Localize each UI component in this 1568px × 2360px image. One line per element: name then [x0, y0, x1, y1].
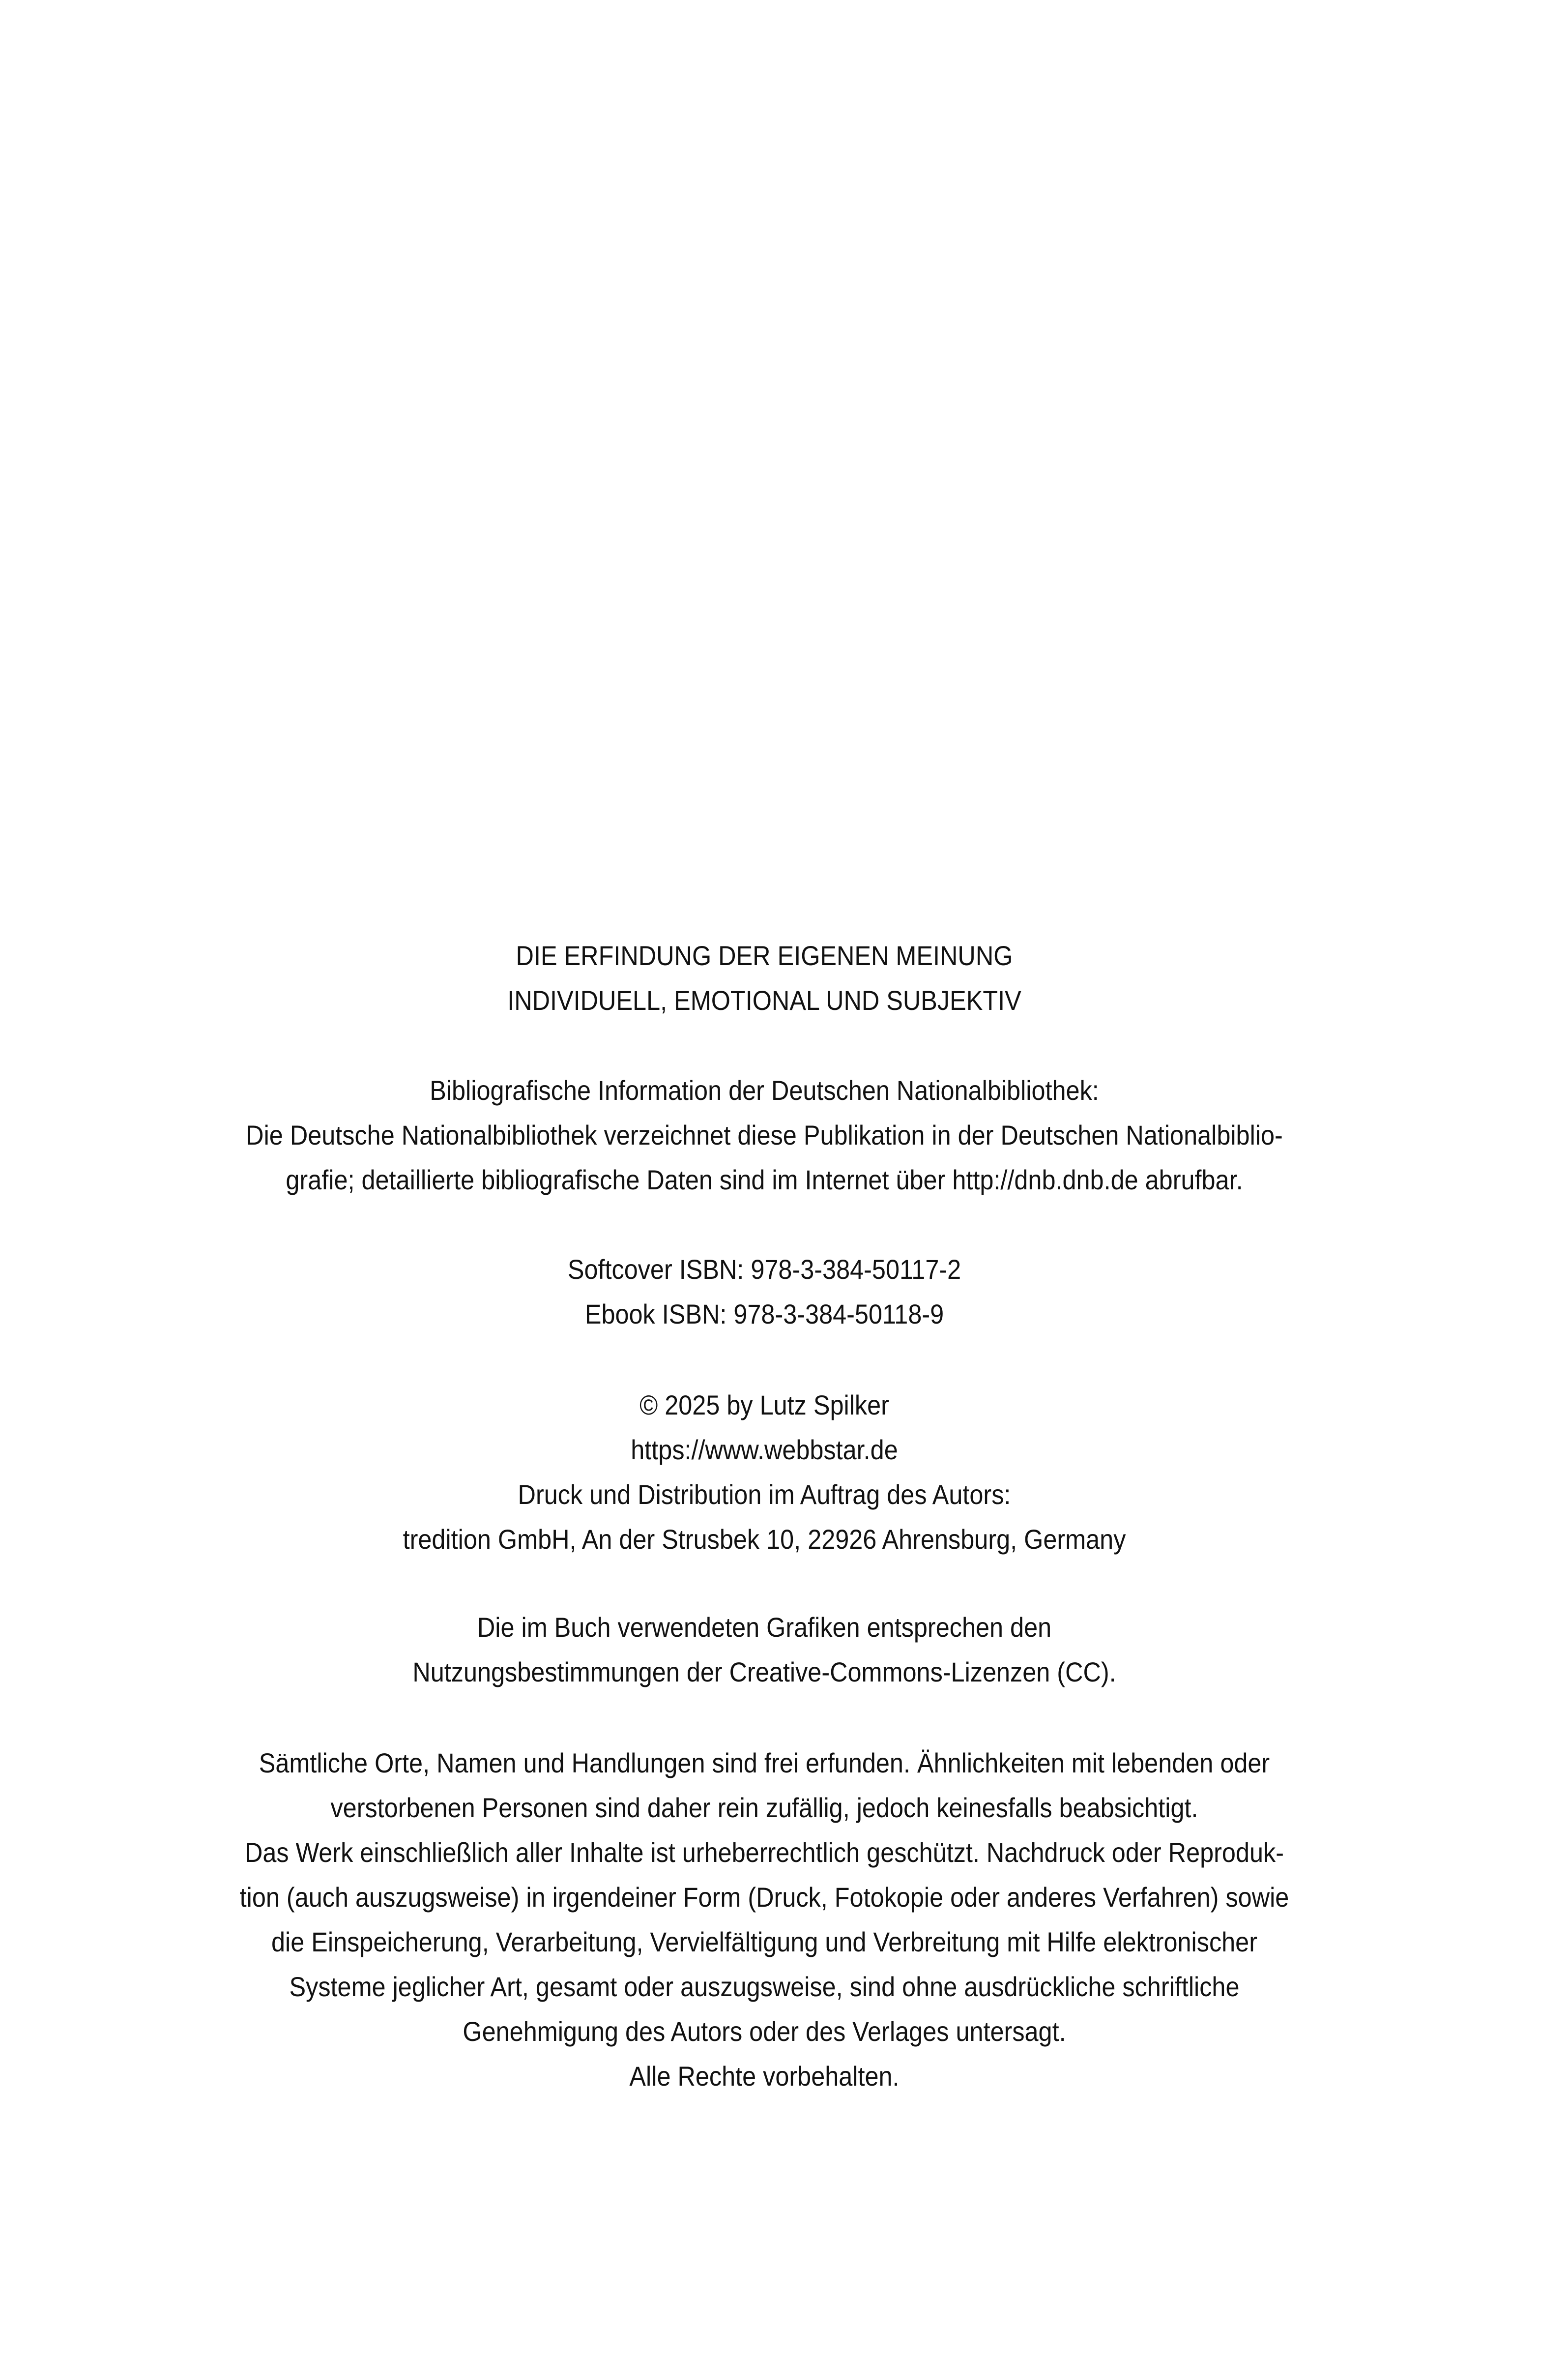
graphics-license-line: Die im Buch verwendeten Grafiken entsprechen den: [477, 1612, 1052, 1643]
softcover-isbn: Softcover ISBN: 978-3-384-50117-2: [567, 1254, 961, 1285]
book-subtitle: INDIVIDUELL, EMOTIONAL UND SUBJEKTIV: [507, 985, 1021, 1016]
bibliographic-heading: Bibliografische Information der Deutschen Nationalbibliothek:: [430, 1075, 1099, 1106]
author-website: https://www.webbstar.de: [631, 1434, 898, 1465]
rights-reserved: Alle Rechte vorbehalten.: [629, 2061, 900, 2092]
graphics-license-line: Nutzungsbestimmungen der Creative-Commons-Lizenzen (CC).: [412, 1656, 1116, 1687]
graphics-license-block: [0, 1605, 1529, 1694]
ebook-isbn: Ebook ISBN: 978-3-384-50118-9: [584, 1298, 944, 1329]
book-title: DIE ERFINDUNG DER EIGENEN MEINUNG: [516, 940, 1013, 971]
bibliographic-text-line: grafie; detaillierte bibliografische Daten sind im Internet über http://dnb.dnb.de abrufbar.: [286, 1164, 1243, 1195]
copyright-notice: © 2025 by Lutz Spilker: [639, 1389, 889, 1420]
publisher-address: tredition GmbH, An der Strusbek 10, 22926 Ahrensburg, Germany: [403, 1524, 1126, 1555]
legal-notice-line: die Einspeicherung, Verarbeitung, Vervielfältigung und Verbreitung mit Hilfe elektronischer: [271, 1926, 1257, 1957]
legal-notice-line: Das Werk einschließlich aller Inhalte ist urheberrechtlich geschützt. Nachdruck oder Reproduk-: [244, 1837, 1284, 1868]
copyright-block: [0, 1383, 1529, 1562]
legal-notice-line: Sämtliche Orte, Namen und Handlungen sind frei erfunden. Ähnlichkeiten mit lebenden oder: [259, 1747, 1270, 1778]
legal-notice-line: verstorbenen Personen sind daher rein zufällig, jedoch keinesfalls beabsichtigt.: [330, 1792, 1198, 1823]
legal-notice-line: Systeme jeglicher Art, gesamt oder auszugsweise, sind ohne ausdrückliche schriftliche: [289, 1971, 1240, 2002]
book-title-block: [0, 933, 1529, 1023]
legal-notice-line: tion (auch auszugsweise) in irgendeiner Form (Druck, Fotokopie oder anderes Verfahren) sowie: [239, 1882, 1289, 1913]
legal-notice-block: [0, 1740, 1529, 2098]
legal-notice-line: Genehmigung des Autors oder des Verlages untersagt.: [463, 2016, 1066, 2047]
bibliographic-info-block: [0, 1068, 1529, 1202]
distribution-note: Druck und Distribution im Auftrag des Autors:: [518, 1479, 1011, 1510]
bibliographic-text-line: Die Deutsche Nationalbibliothek verzeichnet diese Publikation in der Deutschen Nationalbiblio-: [246, 1120, 1283, 1150]
isbn-block: [0, 1247, 1529, 1336]
